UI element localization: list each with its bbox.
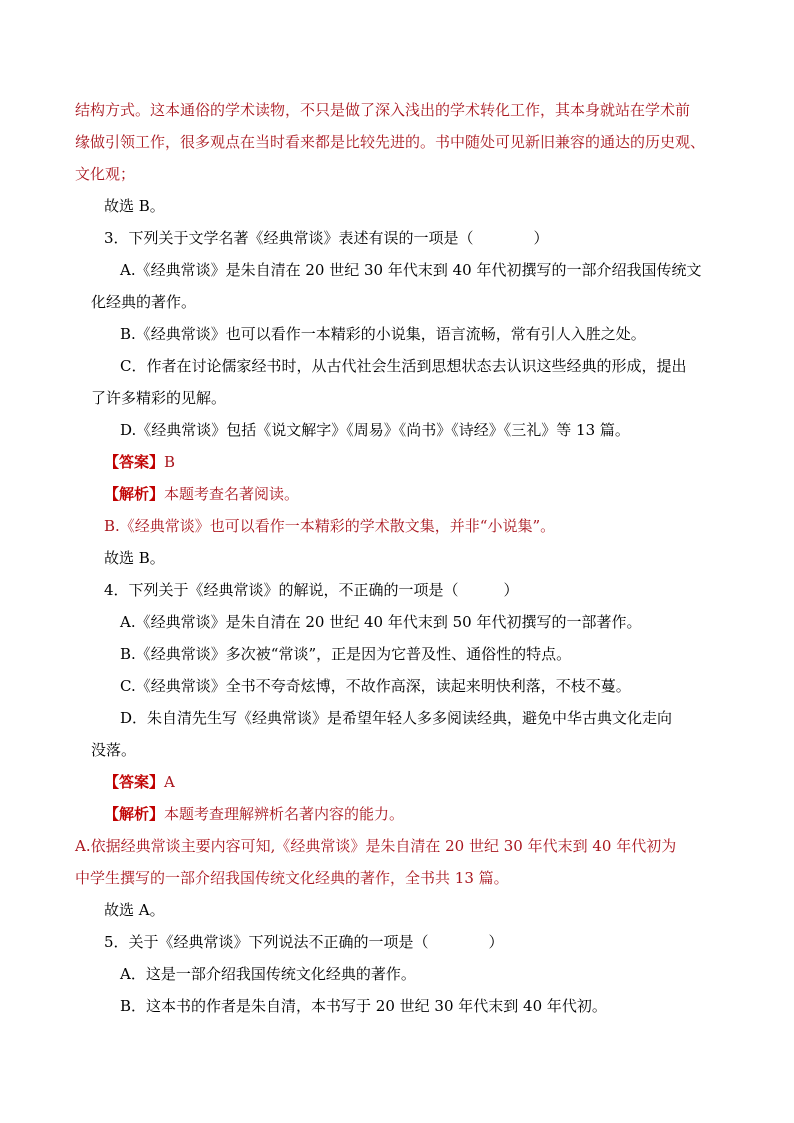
option-a: A.《经典常谈》是朱自清在 20 世纪 30 年代末到 40 年代初撰写的一部介绍我国传统文 <box>120 261 702 279</box>
intro-line: 文化观； <box>75 165 136 183</box>
option-b: B.《经典常谈》也可以看作一本精彩的小说集，语言流畅，常有引人入胜之处。 <box>120 325 646 343</box>
answer-label: 【答案】 <box>104 453 165 471</box>
answer-value: A <box>164 773 175 791</box>
conclusion: 故选 B。 <box>104 549 165 567</box>
question-stem: 3．下列关于文学名著《经典常谈》表述有误的一项是（ ） <box>104 229 549 247</box>
question-stem: 5．关于《经典常谈》下列说法不正确的一项是（ ） <box>104 933 504 951</box>
option-c: C.《经典常谈》全书不夸奇炫博，不故作高深，读起来明快利落，不枝不蔓。 <box>120 677 631 695</box>
option-a: A．这是一部介绍我国传统文化经典的著作。 <box>120 965 416 983</box>
explanation: A.依据经典常谈主要内容可知,《经典常谈》是朱自清在 20 世纪 30 年代末到 40 年代初为 <box>75 837 677 855</box>
analysis-label: 【解析】 <box>104 805 165 823</box>
answer-value: B <box>164 453 176 471</box>
analysis-label: 【解析】 <box>104 485 165 503</box>
conclusion: 故选 B。 <box>104 197 165 215</box>
answer-label: 【答案】 <box>104 773 165 791</box>
intro-line: 结构方式。这本通俗的学术读物，不只是做了深入浅出的学术转化工作，其本身就站在学术前 <box>75 101 691 119</box>
analysis-row <box>104 804 404 824</box>
explanation-continued: 中学生撰写的一部介绍我国传统文化经典的著作，全书共 13 篇。 <box>75 869 509 887</box>
option-c: C．作者在讨论儒家经书时，从古代社会生活到思想状态去认识这些经典的形成，提出 <box>120 357 687 375</box>
explanation: B.《经典常谈》也可以看作一本精彩的学术散文集，并非“小说集”。 <box>104 517 556 535</box>
answer-row <box>104 452 175 472</box>
analysis-row <box>104 484 299 504</box>
option-d-continued: 没落。 <box>91 741 137 759</box>
option-a: A.《经典常谈》是朱自清在 20 世纪 40 年代末到 50 年代初撰写的一部著作。 <box>120 613 642 631</box>
intro-line: 缘做引领工作，很多观点在当时看来都是比较先进的。书中随处可见新旧兼容的通达的历史观、 <box>75 133 706 151</box>
question-stem: 4．下列关于《经典常谈》的解说，不正确的一项是（ ） <box>104 581 519 599</box>
option-d: D．朱自清先生写《经典常谈》是希望年轻人多多阅读经典，避免中华古典文化走向 <box>120 709 673 727</box>
option-a-continued: 化经典的著作。 <box>91 293 197 311</box>
option-b: B．这本书的作者是朱自清，本书写于 20 世纪 30 年代末到 40 年代初。 <box>120 997 607 1015</box>
conclusion: 故选 A。 <box>104 901 165 919</box>
analysis-text: 本题考查名著阅读。 <box>164 485 300 503</box>
option-d: D.《经典常谈》包括《说文解字》《周易》《尚书》《诗经》《三礼》等 13 篇。 <box>120 421 630 439</box>
option-b: B.《经典常谈》多次被“常谈”，正是因为它普及性、通俗性的特点。 <box>120 645 572 663</box>
option-c-continued: 了许多精彩的见解。 <box>91 389 227 407</box>
analysis-text: 本题考查理解辨析名著内容的能力。 <box>164 805 405 823</box>
answer-row <box>104 772 175 792</box>
